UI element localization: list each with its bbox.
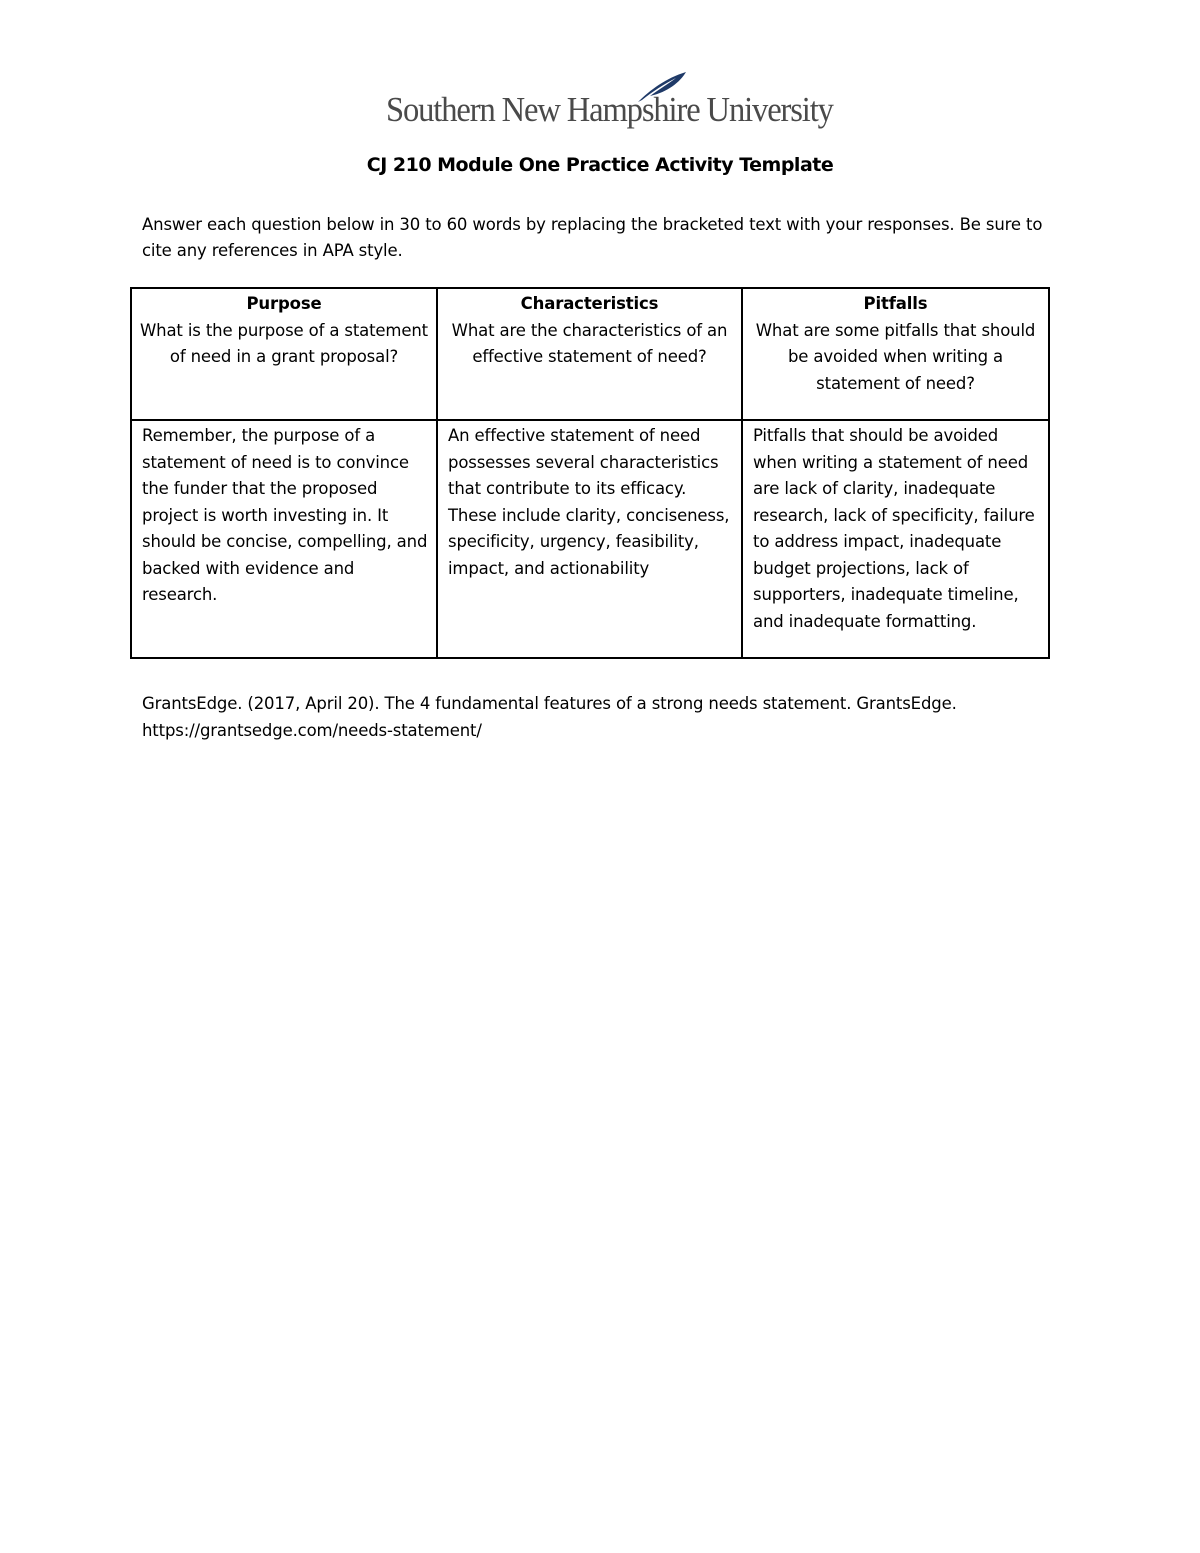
- table-answer-row: [131, 420, 1049, 658]
- column-question: What are some pitfalls that should be avoided when writing a statement of need?: [755, 320, 1036, 393]
- purpose-answer-cell[interactable]: Remember, the purpose of a statement of need is to convince the funder that the proposed project is worth investing in. It should be concise, compelling, and backed with evidence and research.: [131, 420, 437, 658]
- instructions-text: Answer each question below in 30 to 60 words by replacing the bracketed text with your responses. Be sure to cite any references in APA style.: [142, 215, 1043, 260]
- characteristics-header-cell: [437, 288, 742, 420]
- document-title: CJ 210 Module One Practice Activity Template: [366, 154, 834, 176]
- column-question: What is the purpose of a statement of need in a grant proposal?: [140, 320, 428, 366]
- table-header-row: [131, 288, 1049, 420]
- column-heading: Pitfalls: [863, 294, 928, 313]
- purpose-header-cell: [131, 288, 437, 420]
- reference-citation: GrantsEdge. (2017, April 20). The 4 fundamental features of a strong needs statement. GrantsEdge. https://grantsedge.com/needs-statement/: [142, 694, 957, 740]
- column-heading: Purpose: [246, 294, 322, 313]
- column-question: What are the characteristics of an effective statement of need?: [451, 320, 728, 366]
- pitfalls-header-cell: [742, 288, 1049, 420]
- column-heading: Characteristics: [520, 294, 659, 313]
- activity-table: [130, 287, 1050, 659]
- university-logo: [386, 70, 833, 136]
- characteristics-answer-cell[interactable]: An effective statement of need possesses several characteristics that contribute to its efficacy. These include clarity, conciseness, specificity, urgency, feasibility, impact, and actionability: [437, 420, 742, 658]
- logo-wordmark: Southern New Hampshire University: [386, 90, 833, 129]
- pitfalls-answer-cell[interactable]: Pitfalls that should be avoided when writing a statement of need are lack of clarity, inadequate research, lack of specificity, failure to address impact, inadequate budget projections, lack of supporters, inadequate timeline, and inadequate formatting.: [742, 420, 1049, 658]
